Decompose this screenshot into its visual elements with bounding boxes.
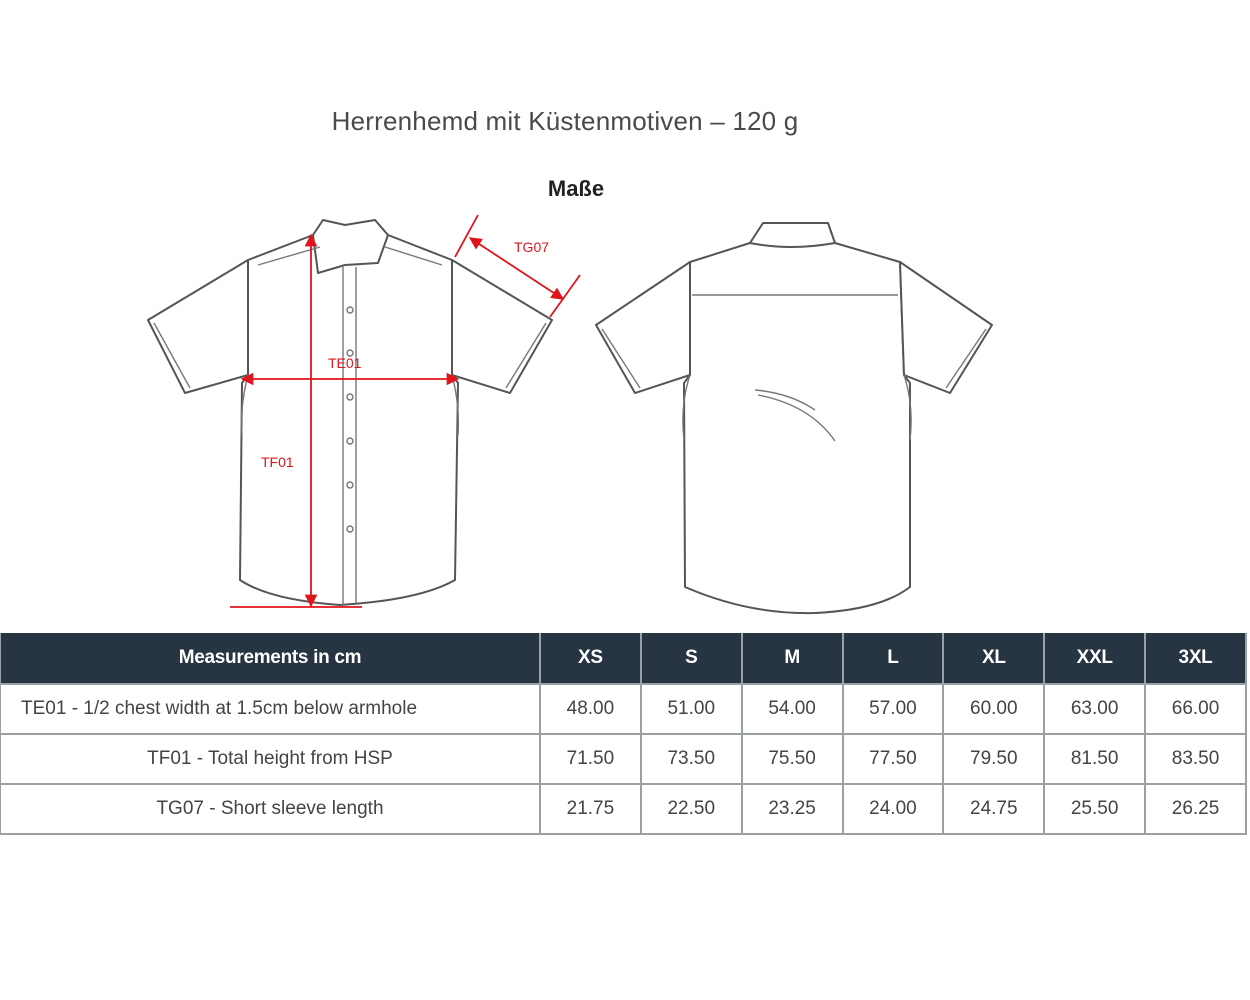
table-cell: 24.00 (843, 784, 944, 834)
sleeve-ref-line-top (455, 215, 478, 257)
table-cell: 51.00 (641, 684, 742, 734)
shirt-front-outline (148, 220, 552, 605)
table-cell: 26.25 (1145, 784, 1246, 834)
table-cell: 48.00 (540, 684, 641, 734)
shirt-back-outline (596, 223, 992, 613)
header-size-m: M (742, 633, 843, 684)
table-cell: 63.00 (1044, 684, 1145, 734)
table-cell: 83.50 (1145, 734, 1246, 784)
header-size-l: L (843, 633, 944, 684)
shirt-front-diagram (130, 205, 590, 620)
sleeve-length-label: TG07 (514, 239, 550, 255)
table-header-row (0, 633, 1246, 684)
table-cell: 21.75 (540, 784, 641, 834)
table-row (0, 734, 1246, 784)
chest-width-label: TE01 (328, 355, 362, 371)
section-subtitle: Maße (547, 176, 605, 201)
size-chart-table (0, 633, 1247, 835)
header-size-s: S (641, 633, 742, 684)
table-cell: 24.75 (943, 784, 1044, 834)
header-measurements: Measurements in cm (0, 633, 540, 684)
table-cell: 22.50 (641, 784, 742, 834)
table-cell: 71.50 (540, 734, 641, 784)
sleeve-ref-line-bottom (550, 275, 580, 317)
table-cell: 54.00 (742, 684, 843, 734)
table-cell: 77.50 (843, 734, 944, 784)
header-size-xl: XL (943, 633, 1044, 684)
table-cell: 73.50 (641, 734, 742, 784)
header-size-3xl: 3XL (1145, 633, 1246, 684)
table-cell: 23.25 (742, 784, 843, 834)
table-cell: 25.50 (1044, 784, 1145, 834)
shirt-back-diagram (580, 205, 1010, 620)
row-label: TG07 - Short sleeve length (0, 784, 540, 834)
row-label: TF01 - Total height from HSP (0, 734, 540, 784)
table-cell: 79.50 (943, 734, 1044, 784)
table-row (0, 684, 1246, 734)
table-cell: 75.50 (742, 734, 843, 784)
table-cell: 81.50 (1044, 734, 1145, 784)
header-size-xxl: XXL (1044, 633, 1145, 684)
height-label: TF01 (261, 454, 294, 470)
table-cell: 60.00 (943, 684, 1044, 734)
page-title: Herrenhemd mit Küstenmotiven – 120 g (331, 106, 799, 136)
header-size-xs: XS (540, 633, 641, 684)
table-row (0, 784, 1246, 834)
row-label: TE01 - 1/2 chest width at 1.5cm below armhole (0, 684, 540, 734)
table-cell: 66.00 (1145, 684, 1246, 734)
table-cell: 57.00 (843, 684, 944, 734)
